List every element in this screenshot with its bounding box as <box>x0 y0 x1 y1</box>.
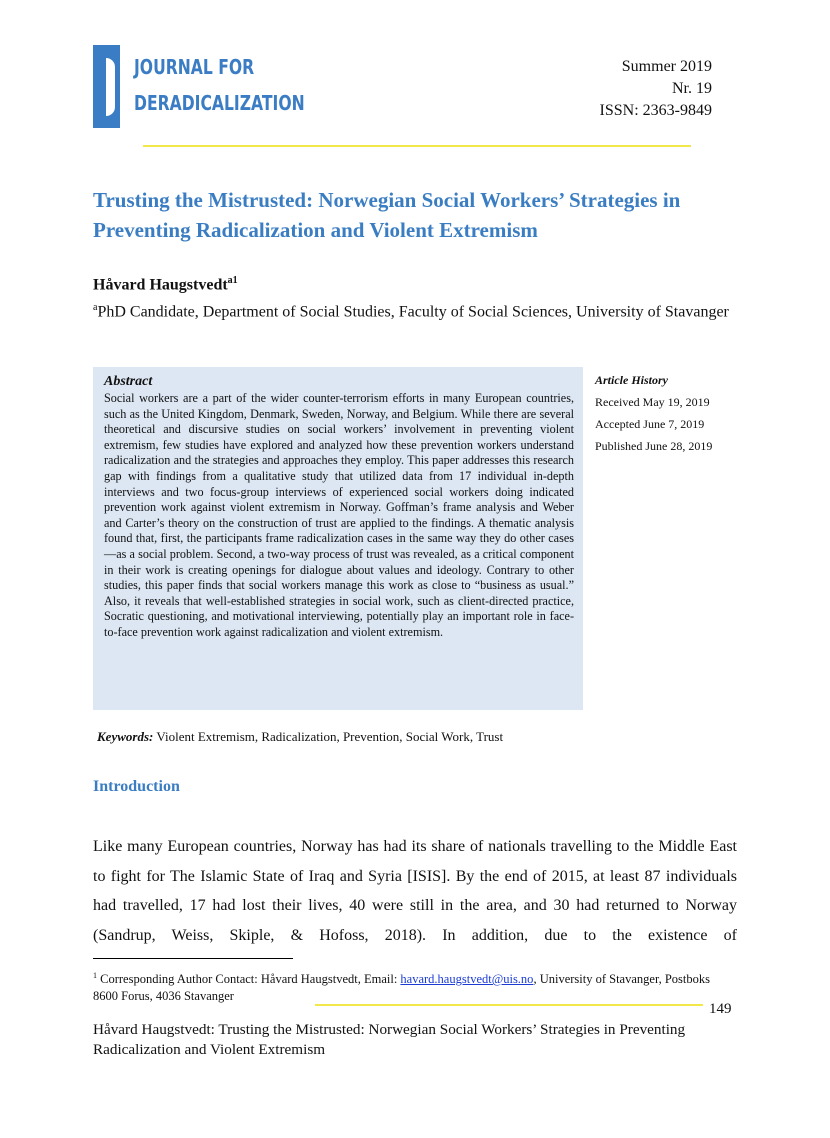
page-number: 149 <box>709 1001 732 1017</box>
history-accepted: Accepted June 7, 2019 <box>595 417 705 431</box>
journal-logo-letter-gap <box>106 58 115 116</box>
affiliation-marker: a <box>93 302 98 313</box>
keywords <box>97 729 503 745</box>
running-title: Håvard Haugstvedt: Trusting the Mistrusted: Norwegian Social Workers’ Strategies in Preventing Radicalization and Violent Extremism <box>93 1021 686 1058</box>
author-email-link[interactable]: havard.haugstvedt@uis.no <box>400 972 534 987</box>
article-title: Trusting the Mistrusted: Norwegian Social Workers’ Strategies in Preventing Radicalization and Violent Extremism <box>93 188 681 242</box>
keywords-values: Violent Extremism, Radicalization, Prevention, Social Work, Trust <box>156 729 504 744</box>
abstract-text: Social workers are a part of the wider counter-terrorism efforts in many European countries, such as the United Kingdom, Denmark, Sweden, Norway, and Belgium. While there are several theoretical and discursive studies on social workers’ involvement in preventing violent extremism, few studies have explored and analyzed how these prevention workers understand radicalization and the strategies and approaches they employ. This paper addresses this research gap with findings from a qualitative study that utilized data from 17 individual in-depth interviews and two focus-group interviews of experienced social workers doing indicated prevention work against violent extremism in Norway. Goffman’s frame analysis and Weber and Carter’s theory on the construction of trust are applied to the findings. A thematic analysis found that, first, the participants frame radicalization cases in the same way they do other cases—as a social problem. Second, a two-way process of trust was revealed, as a critical component in their work is creating openings for dialogue about values and ideology. Contrary to other studies, this paper finds that social workers manage this work as close to “business as usual.” Also, it reveals that well-established strategies in social work, such as client-directed practice, Socratic questioning, and motivational interviewing, potentially play an important role in face-to-face prevention work against radicalization and violent extremism. <box>104 391 574 639</box>
article-history-heading: Article History <box>595 373 668 387</box>
footnote-suffix: , University of Stavanger, Postboks 8600 Forus, 4036 Stavanger <box>93 972 711 1004</box>
issue-number: Nr. 19 <box>672 80 712 97</box>
issue-issn: ISSN: 2363-9849 <box>599 102 712 119</box>
keywords-label: Keywords: <box>97 729 154 744</box>
author-marker: a1 <box>227 275 238 286</box>
author-line <box>93 275 238 294</box>
issue-season: Summer 2019 <box>621 58 712 75</box>
history-published: Published June 28, 2019 <box>595 439 713 453</box>
footnote <box>93 967 733 1005</box>
footer-rule <box>315 1004 703 1006</box>
abstract-heading: Abstract <box>104 374 153 389</box>
affiliation-text: PhD Candidate, Department of Social Studies, Faculty of Social Sciences, University of Stavanger <box>97 303 729 321</box>
logo-line-1: JOURNAL FOR <box>134 55 255 79</box>
introduction-paragraph: Like many European countries, Norway has had its share of nationals travelling to the Middle East to fight for The Islamic State of Iraq and Syria [ISIS]. By the end of 2015, at least 87 individuals had travelled, 17 had lost their lives, 40 were still in the area, and 30 had returned to Norway (Sandrup, Weiss, Skiple, & Hofoss, 2018). In addition, due to the existence of <box>93 838 737 945</box>
introduction-heading: Introduction <box>93 778 180 795</box>
history-received: Received May 19, 2019 <box>595 395 710 409</box>
footnote-prefix: Corresponding Author Contact: Håvard Haugstvedt, Email: <box>100 972 401 987</box>
author-name: Håvard Haugstvedt <box>93 276 228 294</box>
footnote-marker: 1 <box>93 971 97 980</box>
logo-line-2: DERADICALIZATION <box>134 91 305 115</box>
header-rule <box>143 145 691 147</box>
author-affiliation <box>93 295 737 324</box>
footnote-rule <box>93 958 293 959</box>
